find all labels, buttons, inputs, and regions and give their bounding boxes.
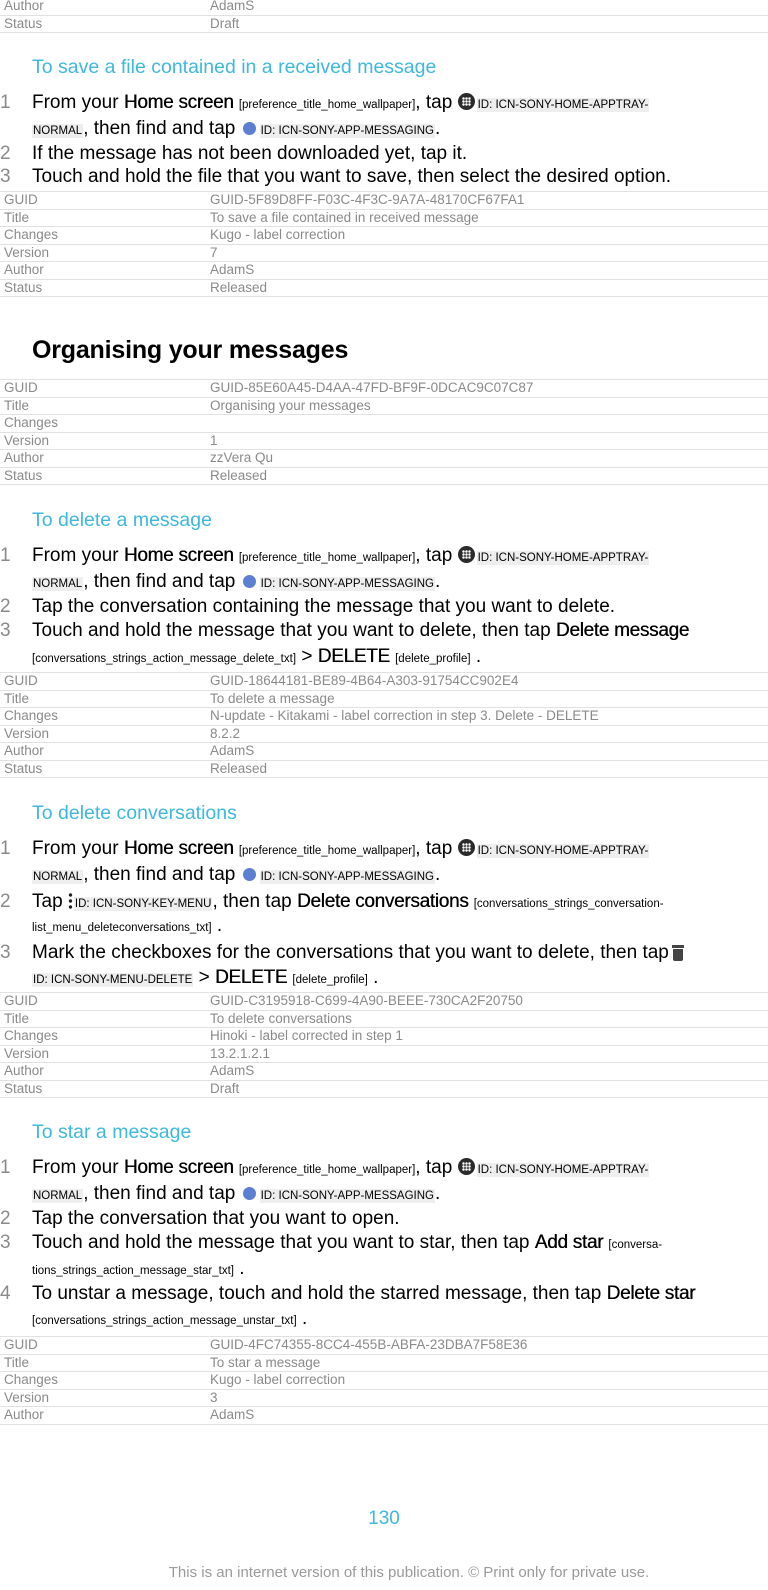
delete-star-label: Delete star [606, 1283, 696, 1304]
step-text-part: From your [32, 545, 119, 566]
table-row [0, 415, 768, 433]
table-value [206, 415, 768, 433]
icon-id-label: ID: ICN-SONY-APP-MESSAGING [260, 578, 434, 590]
table-value: AdamS [206, 1063, 768, 1081]
home-screen-label: Home screen [123, 92, 234, 113]
footer-note: This is an internet version of this publication. © Print only for private use. [168, 1564, 650, 1581]
icon-id-label: ID: ICN-SONY-HOME-APPTRAY- [477, 845, 649, 857]
code-ref: [conversations_strings_action_message_unstar_txt] [32, 1315, 297, 1327]
messaging-icon [243, 868, 256, 881]
table-key: Version [0, 1045, 206, 1063]
table-value: N-update - Kitakami - label correction in step 3. Delete - DELETE [206, 708, 768, 726]
step-text-part: From your [32, 92, 119, 113]
home-screen-label: Home screen [123, 1157, 234, 1178]
table-value: zzVera Qu [206, 450, 768, 468]
table-value: AdamS [206, 262, 768, 280]
messaging-icon [243, 122, 256, 135]
table-key: Status [0, 15, 206, 33]
table-value: GUID-5F89D8FF-F03C-4F3C-9A7A-48170CF67FA1 [206, 192, 768, 210]
table-row [0, 397, 768, 415]
table-row [0, 0, 768, 15]
icon-id-label: ID: ICN-SONY-APP-MESSAGING [260, 871, 434, 883]
home-screen-label: Home screen [123, 545, 234, 566]
table-row [0, 1010, 768, 1028]
table-value: GUID-4FC74355-8CC4-455B-ABFA-23DBA7F58E36 [206, 1337, 768, 1355]
step-text-part: , tap [415, 92, 453, 113]
step-number: 3 [0, 1232, 11, 1253]
step-number: 1 [0, 92, 11, 113]
table-value: GUID-C3195918-C699-4A90-BEEE-730CA2F20750 [206, 993, 768, 1011]
table-row [0, 467, 768, 485]
step-text-part: , then find and tap [83, 118, 236, 139]
table-key: Status [0, 467, 206, 485]
step-text [32, 1256, 768, 1284]
delete-conversations-label: Delete conversations [296, 891, 469, 912]
table-key: Status [0, 760, 206, 778]
code-ref: [preference_title_home_wallpaper] [238, 1164, 416, 1176]
icon-id-label: NORMAL [33, 578, 83, 590]
table-key: Changes [0, 227, 206, 245]
step-text [32, 965, 768, 993]
icon-id-label: ID: ICN-SONY-APP-MESSAGING [260, 125, 434, 137]
table-key: Title [0, 209, 206, 227]
step-text-part: , then find and tap [83, 864, 236, 885]
table-value: Released [206, 279, 768, 297]
icon-id-label: ID: ICN-SONY-HOME-APPTRAY- [477, 552, 649, 564]
table-key: GUID [0, 1337, 206, 1355]
table-key: Status [0, 279, 206, 297]
step-text: Tap the conversation containing the message that you want to delete. [32, 596, 616, 617]
code-ref: list_menu_deleteconversations_txt] [32, 922, 212, 934]
apptray-icon [458, 546, 475, 563]
top-metadata-table [0, 0, 768, 33]
icon-id-label: ID: ICN-SONY-KEY-MENU [74, 898, 212, 910]
step-text-part: From your [32, 1157, 119, 1178]
step-text-part: To unstar a message, touch and hold the starred message, then tap [32, 1283, 602, 1304]
menu-icon [68, 892, 73, 910]
step-text-part: , tap [415, 838, 453, 859]
step-text-part: . [373, 967, 379, 988]
code-ref: [preference_title_home_wallpaper] [238, 99, 416, 111]
star-metadata-table [0, 1336, 768, 1425]
step-text-part: Tap [32, 891, 63, 912]
step-text [32, 618, 768, 644]
table-row [0, 15, 768, 33]
step-text-part: Touch and hold the message that you want to delete, then tap [32, 620, 551, 641]
delete-message-metadata-table [0, 672, 768, 778]
table-row [0, 708, 768, 726]
step-text [32, 913, 768, 941]
code-ref: [conversations_strings_conversation- [473, 898, 664, 910]
table-key: Author [0, 1407, 206, 1425]
home-screen-label: Home screen [123, 838, 234, 859]
step-text-part: , then find and tap [83, 1183, 236, 1204]
code-ref: [preference_title_home_wallpaper] [238, 845, 416, 857]
table-value: Draft [206, 1080, 768, 1098]
step-text-part: , then find and tap [83, 571, 236, 592]
table-row [0, 209, 768, 227]
table-key: Author [0, 743, 206, 761]
table-key: Changes [0, 1028, 206, 1046]
table-key: GUID [0, 380, 206, 398]
step-text [32, 1155, 768, 1183]
step-number: 3 [0, 942, 11, 963]
icon-id-label: NORMAL [33, 125, 83, 137]
table-key: Title [0, 397, 206, 415]
table-key: Author [0, 262, 206, 280]
step-number: 3 [0, 166, 11, 187]
table-row [0, 279, 768, 297]
table-key: Author [0, 0, 206, 15]
code-ref: [delete_profile] [292, 974, 368, 986]
table-row [0, 380, 768, 398]
step-text-part: . [435, 864, 441, 885]
table-key: Version [0, 432, 206, 450]
table-key: Status [0, 1080, 206, 1098]
table-value: To delete conversations [206, 1010, 768, 1028]
icon-id-label: NORMAL [33, 871, 83, 883]
table-row [0, 1389, 768, 1407]
delete-conversations-metadata-table [0, 992, 768, 1098]
step-text-part: > [198, 967, 210, 988]
table-key: Changes [0, 415, 206, 433]
step-text-part: > [301, 646, 313, 667]
apptray-icon [458, 93, 475, 110]
step-text-part: , tap [415, 545, 453, 566]
step-text [32, 1230, 768, 1258]
table-row [0, 1028, 768, 1046]
step-text-part: From your [32, 838, 119, 859]
table-key: Title [0, 1354, 206, 1372]
icon-id-label: ID: ICN-SONY-HOME-APPTRAY- [477, 99, 649, 111]
table-key: GUID [0, 192, 206, 210]
table-row [0, 993, 768, 1011]
step-text [32, 862, 768, 890]
table-value: Organising your messages [206, 397, 768, 415]
step-text [32, 543, 768, 571]
table-row [0, 1080, 768, 1098]
icon-id-label: NORMAL [33, 1190, 83, 1202]
step-text [32, 90, 768, 118]
table-value: 1 [206, 432, 768, 450]
step-number: 2 [0, 596, 11, 617]
section-title-delete-message: To delete a message [32, 509, 212, 531]
apptray-icon [458, 839, 475, 856]
step-text: Tap the conversation that you want to open. [32, 1208, 400, 1229]
delete-label: DELETE [317, 646, 390, 667]
table-row [0, 1407, 768, 1425]
code-ref: [conversations_strings_action_message_delete_txt] [32, 653, 297, 665]
step-text-part: Mark the checkboxes for the conversations that you want to delete, then tap [32, 942, 669, 963]
table-row [0, 1063, 768, 1081]
table-key: Author [0, 1063, 206, 1081]
code-ref: [conversa- [608, 1239, 663, 1251]
step-text-part: . [475, 646, 482, 667]
table-key: Version [0, 244, 206, 262]
step-text-part: Touch and hold the message that you want to star, then tap [32, 1232, 530, 1253]
trash-icon [672, 945, 684, 961]
table-row [0, 1045, 768, 1063]
table-row [0, 760, 768, 778]
delete-label: DELETE [215, 967, 288, 988]
table-key: Title [0, 1010, 206, 1028]
save-metadata-table [0, 191, 768, 297]
table-row [0, 743, 768, 761]
organising-metadata-table [0, 379, 768, 485]
messaging-icon [243, 1187, 256, 1200]
table-key: Author [0, 450, 206, 468]
table-key: Changes [0, 708, 206, 726]
icon-id-label: ID: ICN-SONY-HOME-APPTRAY- [477, 1164, 649, 1176]
step-number: 1 [0, 545, 11, 566]
step-text [32, 116, 768, 144]
table-value: 3 [206, 1389, 768, 1407]
step-text: Touch and hold the file that you want to save, then select the desired option. [32, 166, 672, 187]
table-value: To star a message [206, 1354, 768, 1372]
table-row [0, 1337, 768, 1355]
table-key: Version [0, 1389, 206, 1407]
code-ref: [delete_profile] [395, 653, 471, 665]
step-text-part: , then tap [212, 891, 292, 912]
step-number: 2 [0, 891, 11, 912]
table-value: Released [206, 760, 768, 778]
table-value: To save a file contained in received message [206, 209, 768, 227]
table-row [0, 227, 768, 245]
step-number: 2 [0, 143, 11, 164]
table-value: AdamS [206, 0, 768, 15]
table-row [0, 1372, 768, 1390]
table-row [0, 244, 768, 262]
table-value: Kugo - label correction [206, 227, 768, 245]
table-key: Version [0, 725, 206, 743]
step-text [32, 836, 768, 864]
table-row [0, 690, 768, 708]
step-text [32, 644, 768, 672]
table-value: To delete a message [206, 690, 768, 708]
step-number: 4 [0, 1283, 11, 1304]
table-value: 13.2.1.2.1 [206, 1045, 768, 1063]
step-number: 1 [0, 1157, 11, 1178]
table-row [0, 673, 768, 691]
table-row [0, 725, 768, 743]
step-text-part: , tap [415, 1157, 453, 1178]
step-text [32, 1306, 768, 1334]
table-row [0, 192, 768, 210]
table-key: Title [0, 690, 206, 708]
table-key: GUID [0, 993, 206, 1011]
table-value: Kugo - label correction [206, 1372, 768, 1390]
messaging-icon [243, 575, 256, 588]
step-text-part: . [435, 571, 441, 592]
table-key: GUID [0, 673, 206, 691]
step-text-part: . [239, 1258, 245, 1279]
step-text-part: . [301, 1308, 308, 1329]
apptray-icon [458, 1158, 475, 1175]
table-value: AdamS [206, 743, 768, 761]
delete-message-label: Delete message [555, 620, 690, 641]
icon-id-label: ID: ICN-SONY-MENU-DELETE [33, 974, 193, 986]
step-text-part: . [216, 915, 223, 936]
table-row [0, 1354, 768, 1372]
step-text [32, 569, 768, 597]
code-ref: tions_strings_action_message_star_txt] [32, 1265, 234, 1277]
section-title-delete-conversations: To delete conversations [32, 802, 237, 824]
step-number: 3 [0, 620, 11, 641]
step-text: If the message has not been downloaded yet, tap it. [32, 143, 468, 164]
table-row [0, 262, 768, 280]
add-star-label: Add star [534, 1232, 604, 1253]
page-heading: Organising your messages [32, 336, 349, 364]
table-value: Released [206, 467, 768, 485]
step-number: 2 [0, 1208, 11, 1229]
step-text-part: . [435, 118, 441, 139]
table-row [0, 450, 768, 468]
section-title-star-message: To star a message [32, 1121, 192, 1143]
step-text-part: . [435, 1183, 441, 1204]
step-text [32, 1281, 768, 1307]
table-value: 8.2.2 [206, 725, 768, 743]
step-number: 1 [0, 838, 11, 859]
table-value: Hinoki - label corrected in step 1 [206, 1028, 768, 1046]
step-text [32, 940, 768, 966]
table-value: 7 [206, 244, 768, 262]
table-value: GUID-18644181-BE89-4B64-A303-91754CC902E4 [206, 673, 768, 691]
table-value: GUID-85E60A45-D4AA-47FD-BF9F-0DCAC9C07C87 [206, 380, 768, 398]
page-number: 130 [368, 1508, 400, 1529]
table-row [0, 432, 768, 450]
step-text [32, 1181, 768, 1209]
table-value: AdamS [206, 1407, 768, 1425]
table-value: Draft [206, 15, 768, 33]
section-title-save-file: To save a file contained in a received message [32, 56, 437, 78]
code-ref: [preference_title_home_wallpaper] [238, 552, 416, 564]
icon-id-label: ID: ICN-SONY-APP-MESSAGING [260, 1190, 434, 1202]
table-key: Changes [0, 1372, 206, 1390]
